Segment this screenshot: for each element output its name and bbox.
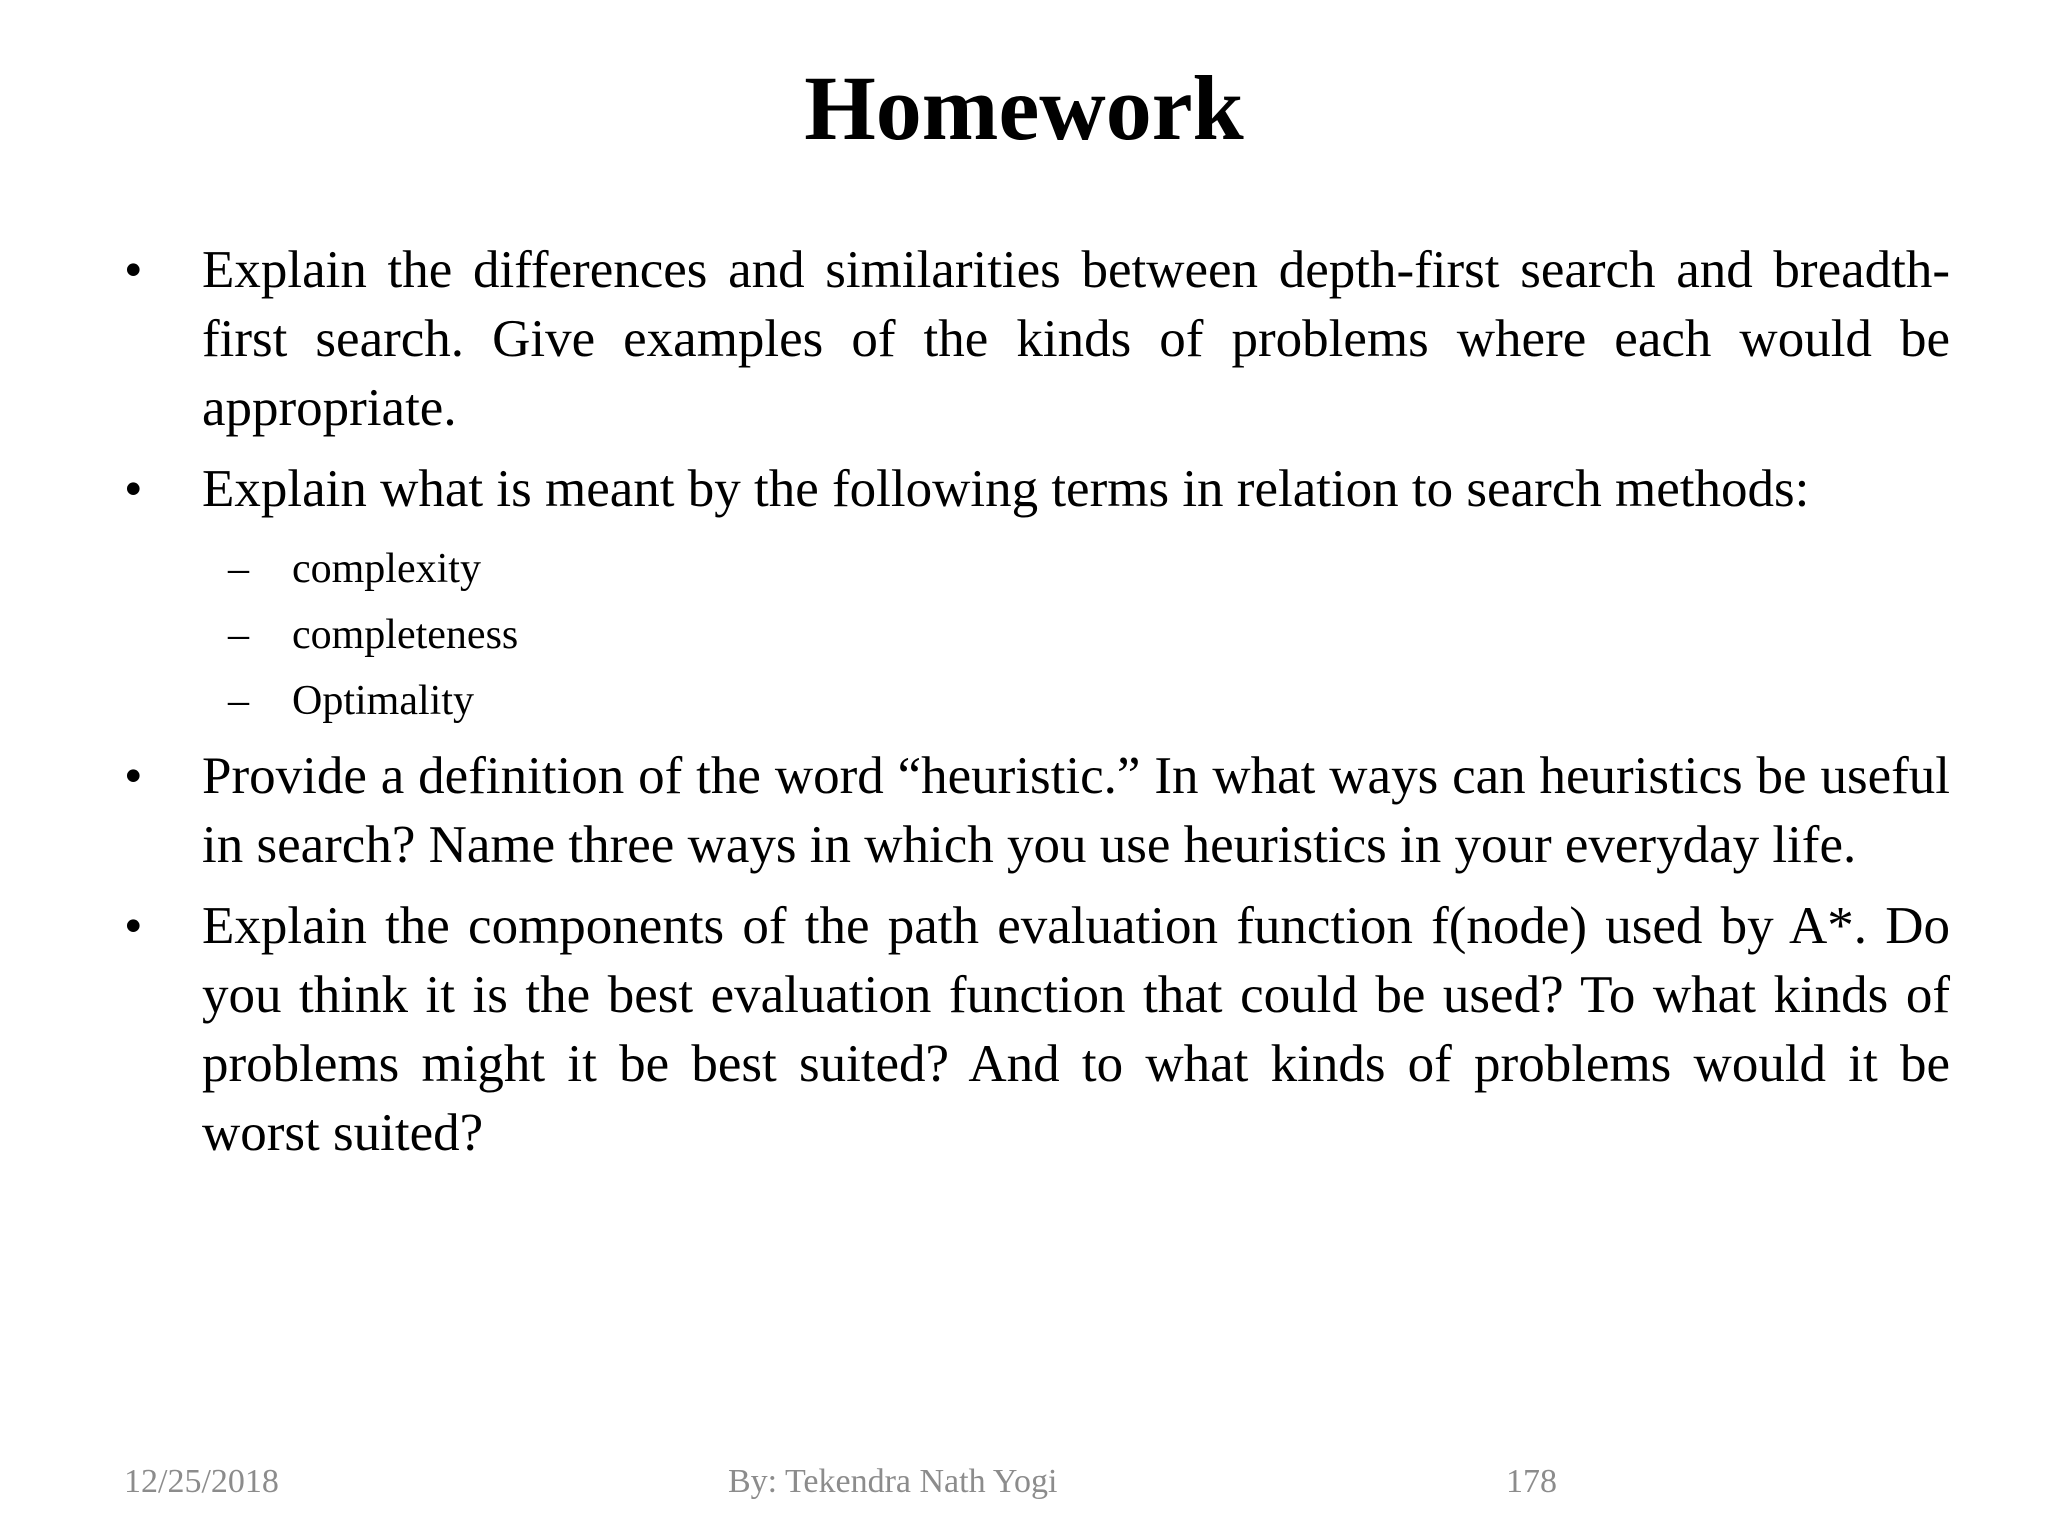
footer-date: 12/25/2018 <box>124 1463 279 1500</box>
bullet-text: Provide a definition of the word “heuristic.” In what ways can heuristics be useful in search? Name three ways in which you use heuristics in your everyday life. <box>202 747 1950 874</box>
bullet-item <box>110 742 1950 880</box>
dash-icon: – <box>228 612 249 658</box>
bullet-item <box>110 892 1950 1168</box>
sub-bullet-text: complexity <box>292 546 481 592</box>
dash-icon: – <box>228 678 249 724</box>
footer-author: By: Tekendra Nath Yogi <box>728 1463 1058 1500</box>
bullet-text: Explain the differences and similarities between depth-first search and breadth-first search. Give examples of the kinds of problems where each would be appropriate. <box>202 241 1950 437</box>
sub-bullet-item <box>110 536 1950 602</box>
page-number: 178 <box>1506 1463 1557 1500</box>
bullet-text: Explain what is meant by the following terms in relation to search methods: <box>202 460 1810 518</box>
sub-bullet-item <box>110 602 1950 668</box>
sub-bullet-item <box>110 668 1950 734</box>
slide-title: Homework <box>804 57 1244 159</box>
bullet-item <box>110 236 1950 443</box>
bullet-dot-icon: • <box>124 897 143 955</box>
bullet-dot-icon: • <box>124 460 143 518</box>
bullet-dot-icon: • <box>124 241 143 299</box>
sub-bullet-text: completeness <box>292 612 519 658</box>
bullet-text: Explain the components of the path evaluation function f(node) used by A*. Do you think it is the best evaluation function that could be used? To what kinds of problems might it be best suited? And to what kinds of problems would it be worst suited? <box>202 897 1950 1162</box>
sub-bullet-list <box>110 536 1950 734</box>
dash-icon: – <box>228 546 249 592</box>
bullet-list <box>110 236 1950 1180</box>
bullet-dot-icon: • <box>124 747 143 805</box>
bullet-item <box>110 455 1950 524</box>
sub-bullet-text: Optimality <box>292 678 474 724</box>
